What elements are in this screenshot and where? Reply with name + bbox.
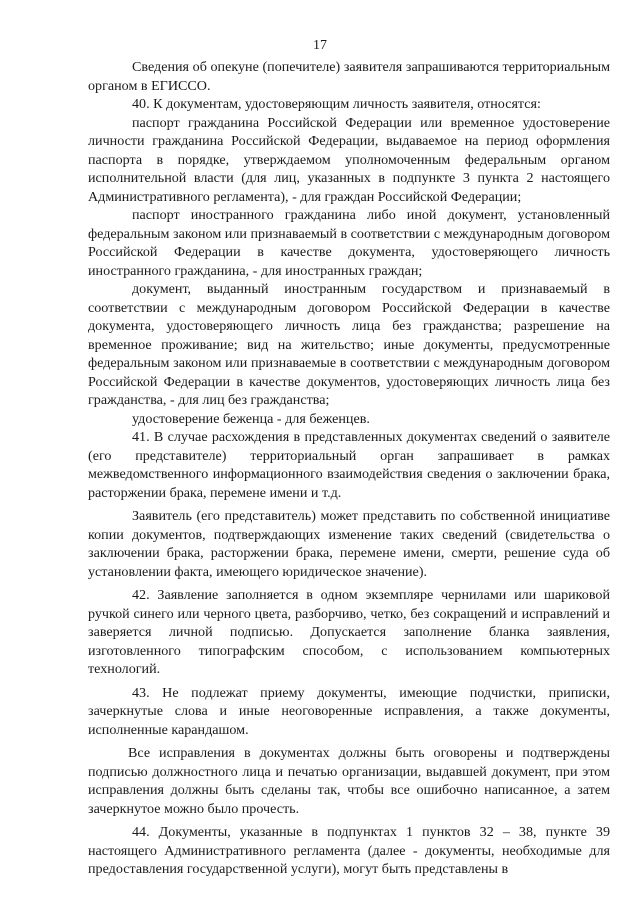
paragraph-applicant-copies: Заявитель (его представитель) может представить по собственной инициативе копии документов, подтверждающих изменение таких сведений (свидетельства о заключении брака, расторжении брака, перемене имени, смерти, решение суда об установлении факта, имеющего юридическое значение).: [88, 508, 610, 580]
paragraph-passport-rf: паспорт гражданина Российской Федерации или временное удостоверение личности гражданина Российской Федерации, выдаваемое на период оформления паспорта в порядке, утверждаемом уполномоченным федеральным органом исполнительной власти (для лиц, указанных в подпункте 3 пункта 2 настоящего Административного регламента), - для граждан Российской Федерации;: [88, 114, 610, 205]
paragraph-corrections: Все исправления в документах должны быть оговорены и подтверждены подписью должностного лица и печатью организации, выдавшей документ, при этом исправления должны быть сделаны так, чтобы все ошибочно написанное, а затем зачеркнутое можно было прочесть.: [88, 745, 610, 817]
paragraph-stateless-docs: документ, выданный иностранным государством и признаваемый в соответствии с международным договором Российской Федерации в качестве документа, удостоверяющего личность лица без гражданства; разрешение на временное проживание; вид на жительство; иные документы, предусмотренные федеральным законом или признаваемые в соответствии с международным договором Российской Федерации в качестве документов, удостоверяющих личность лица без гражданства, - для лиц без гражданства;: [88, 281, 610, 408]
paragraph-42: 42. Заявление заполняется в одном экземпляре чернилами или шариковой ручкой синего или черного цвета, разборчиво, четко, без сокращений и исправлений и заверяется личной подписью. Допускается заполнение бланка заявления, изготовленного типографским способом, с использованием компьютерных технологий.: [88, 587, 610, 677]
paragraph-43: 43. Не подлежат приему документы, имеющие подчистки, приписки, зачеркнутые слова и иные неоговоренные исправления, а также документы, исполненные карандашом.: [88, 684, 610, 738]
paragraph-foreign-passport: паспорт иностранного гражданина либо иной документ, установленный федеральным законом или признаваемый в соответствии с международным договором Российской Федерации в качестве документа, удостоверяющего личность иностранного гражданина, - для иностранных граждан;: [88, 207, 610, 279]
document-body: [88, 58, 610, 879]
paragraph-refugee: удостоверение беженца - для беженцев.: [132, 410, 370, 427]
paragraph-41: 41. В случае расхождения в представленных документах сведений о заявителе (его представителе) территориальный орган запрашивает в рамках межведомственного информационного взаимодействия сведения о заключении брака, расторжении брака, перемене имени и т.д.: [88, 429, 610, 501]
paragraph-guardian-info: Сведения об опекуне (попечителе) заявителя запрашиваются территориальным органом в ЕГИССО.: [88, 59, 610, 94]
page-number: 17: [313, 38, 327, 53]
paragraph-44: 44. Документы, указанные в подпунктах 1 пунктов 32 – 38, пункте 39 настоящего Административного регламента (далее - документы, необходимые для предоставления государственной услуги), могут быть представлены в: [88, 824, 610, 877]
paragraph-40: 40. К документам, удостоверяющим личность заявителя, относятся:: [132, 96, 541, 112]
